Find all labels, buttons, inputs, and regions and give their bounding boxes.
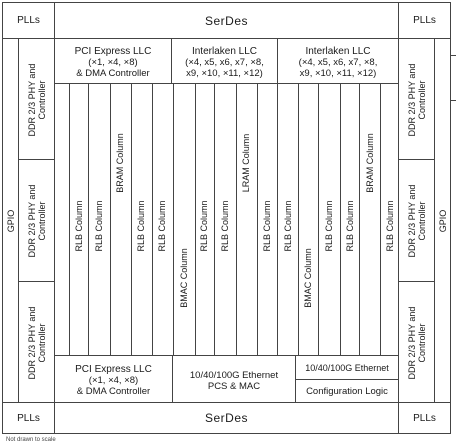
pcie-llc-bottom: PCI Express LLC (×1, ×4, ×8) & DMA Controller <box>54 355 173 403</box>
column-divider <box>69 84 70 356</box>
interlaken-llc-1: Interlaken LLC (×4, x5, x6, x7, ×8, x9, ×10, ×11, ×12) <box>171 38 278 84</box>
serdes-top: SerDes <box>54 2 399 39</box>
rlb-column-label: RLB Column <box>283 200 293 252</box>
rlb-column-label: RLB Column <box>262 200 272 252</box>
pll-bottom-right: PLLs <box>398 402 451 434</box>
rlb-column-label: RLB Column <box>385 200 395 252</box>
column-divider <box>195 84 196 356</box>
column-divider <box>236 84 237 356</box>
rlb-column-label: RLB Column <box>324 200 334 252</box>
ddr-label-line1: DDR 2/3 PHY and <box>407 306 417 380</box>
pcie-llc-top: PCI Express LLC (×1, ×4, ×8) & DMA Controller <box>54 38 172 84</box>
pll-top-right: PLLs <box>398 2 451 39</box>
ddr-right-middle <box>398 159 435 282</box>
gpio-right-label: GPIO <box>438 209 448 233</box>
ddr-right-bottom <box>398 281 435 403</box>
column-divider <box>257 84 258 356</box>
column-divider <box>380 84 381 356</box>
column-divider <box>277 84 278 356</box>
serdes-bottom: SerDes <box>54 402 399 434</box>
pll-top-left: PLLs <box>2 2 55 39</box>
gpio-left <box>2 38 19 403</box>
ddr-label-line2: Controller <box>37 201 47 241</box>
bram-column-label: BRAM Column <box>365 133 375 193</box>
ethernet-block: 10/40/100G Ethernet <box>295 355 399 380</box>
ddr-label-line2: Controller <box>37 80 47 120</box>
ddr-label-line2: Controller <box>417 201 427 241</box>
ddr-left-top <box>18 38 55 160</box>
bmac-column-label: BMAC Column <box>179 248 189 308</box>
column-divider <box>173 84 174 356</box>
gpio-left-label: GPIO <box>6 209 16 233</box>
interlaken-llc-2: Interlaken LLC (×4, x5, x6, x7, ×8, x9, ×10, ×11, ×12) <box>277 38 399 84</box>
ethernet-pcs-mac: 10/40/100G Ethernet PCS & MAC <box>172 355 296 403</box>
rlb-column-label: RLB Column <box>157 200 167 252</box>
bmac-column-label: BMAC Column <box>303 248 313 308</box>
ddr-label-line2: Controller <box>417 323 427 363</box>
ddr-label-line1: DDR 2/3 PHY and <box>407 184 417 258</box>
column-divider <box>318 84 319 356</box>
ddr-label-line1: DDR 2/3 PHY and <box>27 184 37 258</box>
column-divider <box>152 84 153 356</box>
ddr-left-middle <box>18 159 55 282</box>
ddr-label-line1: DDR 2/3 PHY and <box>27 63 37 137</box>
column-divider <box>88 84 89 356</box>
column-divider <box>131 84 132 356</box>
column-divider <box>359 84 360 356</box>
rlb-column-label: RLB Column <box>136 200 146 252</box>
rlb-column-label: RLB Column <box>94 200 104 252</box>
rlb-column-label: RLB Column <box>199 200 209 252</box>
rlb-column-label: RLB Column <box>220 200 230 252</box>
column-divider <box>298 84 299 356</box>
rlb-column-label: RLB Column <box>74 200 84 252</box>
ddr-label-line1: DDR 2/3 PHY and <box>27 306 37 380</box>
column-divider <box>214 84 215 356</box>
column-divider <box>340 84 341 356</box>
configuration-logic: Configuration Logic <box>295 379 399 403</box>
ddr-label-line2: Controller <box>417 80 427 120</box>
lram-column-label: LRAM Column <box>241 133 251 193</box>
bram-column-label: BRAM Column <box>115 133 125 193</box>
gpio-right <box>434 38 451 403</box>
ddr-right-top <box>398 38 435 160</box>
footnote: Not drawn to scale <box>6 437 56 443</box>
rlb-column-label: RLB Column <box>345 200 355 252</box>
column-divider <box>110 84 111 356</box>
edge-mark <box>451 55 456 56</box>
ddr-left-bottom <box>18 281 55 403</box>
ddr-label-line2: Controller <box>37 323 47 363</box>
edge-mark <box>451 100 456 101</box>
pll-bottom-left: PLLs <box>2 402 55 434</box>
ddr-label-line1: DDR 2/3 PHY and <box>407 63 417 137</box>
